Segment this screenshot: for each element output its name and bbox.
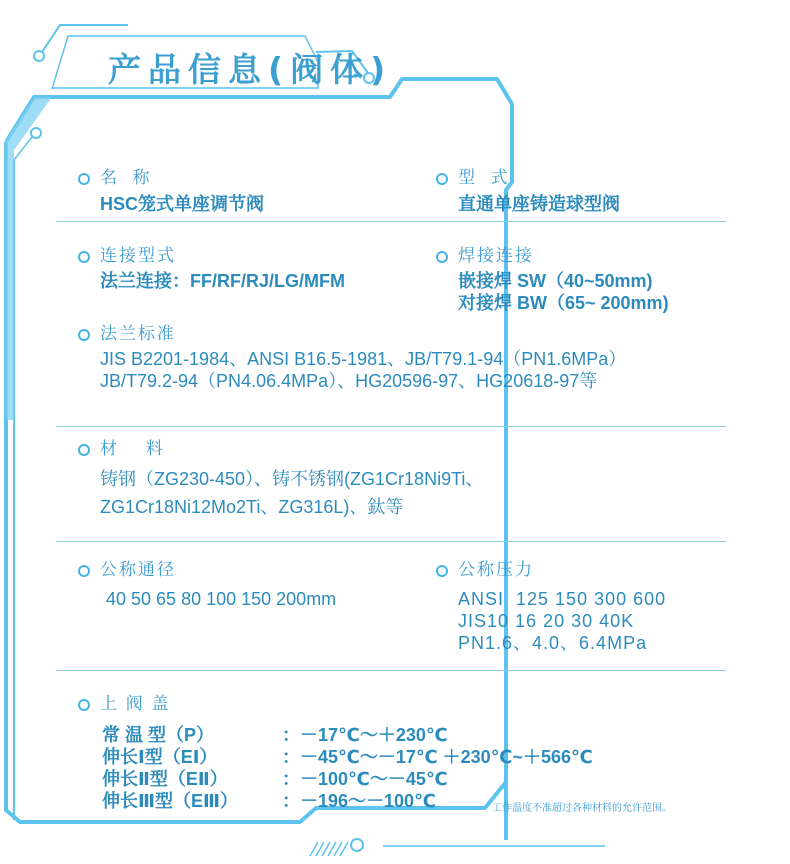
section-welding — [434, 244, 669, 314]
section-type — [434, 166, 620, 215]
temperature-note: 工作温度不准超过各种材料的允许范围。 — [492, 803, 672, 814]
bullet-icon — [78, 565, 90, 577]
bonnet-row — [102, 768, 593, 790]
nominal-diameter-label — [76, 558, 336, 582]
welding-label — [434, 244, 669, 268]
material-label-text: 材 料 — [100, 439, 165, 458]
bonnet-type: 伸长Ⅲ型（EⅢ） — [102, 791, 239, 811]
nominal-pressure-label — [434, 558, 666, 582]
welding-bw: 对接焊 BW（65~ 200mm) — [458, 293, 669, 313]
divider — [56, 426, 726, 427]
bonnet-type: 伸长Ⅱ型（EⅡ） — [102, 769, 228, 789]
divider — [56, 541, 726, 542]
section-nominal-diameter — [76, 558, 336, 610]
material-label — [76, 437, 483, 461]
bullet-icon — [78, 444, 90, 456]
connection-label-text: 连接型式 — [100, 246, 176, 265]
bullet-icon — [436, 251, 448, 263]
bonnet-range: ：－17℃～＋230℃ — [282, 725, 448, 745]
section-name — [76, 166, 264, 215]
flange-standard-line-1: JIS B2201-1984、ANSI B16.5-1981、JB/T79.1-94（PN1.6MPa） — [100, 349, 627, 369]
bullet-icon — [78, 329, 90, 341]
section-material — [76, 437, 483, 521]
nominal-diameter-label-text: 公称通径 — [100, 560, 176, 579]
material-line-2: ZG1Cr18Ni12Mo2Ti、ZG316L)、鈦等 — [100, 497, 404, 517]
section-connection — [76, 244, 345, 292]
section-nominal-pressure — [434, 558, 666, 654]
bonnet-label — [76, 692, 593, 716]
welding-sw: 嵌接焊 SW（40~50mm) — [458, 271, 653, 291]
material-line-1: 铸钢（ZG230-450）、铸不锈钢(ZG1Cr18Ni9Ti、 — [100, 469, 484, 489]
name-value: HSC笼式单座调节阀 — [100, 194, 265, 214]
nominal-pressure-ansi: ANSI 125 150 300 600 — [458, 589, 667, 609]
bullet-icon — [78, 251, 90, 263]
connection-label — [76, 244, 345, 268]
flange-standard-label — [76, 322, 626, 346]
bullet-icon — [436, 173, 448, 185]
welding-label-text: 焊接连接 — [458, 246, 534, 265]
bonnet-row — [102, 724, 593, 746]
nominal-pressure-jis: JIS10 16 20 30 40K — [458, 611, 635, 631]
bonnet-range: ：－100℃～－45℃ — [282, 769, 448, 789]
bonnet-range: ：－196～－100℃ — [282, 791, 436, 811]
page-title: 产品信息(阀体) — [108, 50, 393, 89]
nominal-pressure-pn: PN1.6、4.0、6.4MPa — [458, 633, 648, 653]
section-bonnet — [76, 692, 593, 812]
type-value: 直通单座铸造球型阀 — [458, 194, 620, 214]
nominal-pressure-label-text: 公称压力 — [458, 560, 534, 579]
bullet-icon — [78, 173, 90, 185]
bullet-icon — [436, 565, 448, 577]
bonnet-range: ：－45℃～－17℃ ＋230℃~＋566℃ — [282, 747, 593, 767]
flange-standard-label-text: 法兰标准 — [100, 324, 176, 343]
name-label — [76, 166, 264, 190]
type-label — [434, 166, 620, 190]
section-flange-standard — [76, 322, 626, 392]
bonnet-row — [102, 746, 593, 768]
name-label-text: 名 称 — [100, 168, 152, 187]
bonnet-type: 常 温 型（P） — [102, 725, 215, 745]
bonnet-type: 伸长Ⅰ型（EⅠ） — [102, 747, 218, 767]
nominal-diameter-value: 40 50 65 80 100 150 200mm — [106, 589, 337, 609]
flange-standard-line-2: JB/T79.2-94（PN4.06.4MPa）、HG20596-97、HG20618-97等 — [100, 371, 598, 391]
connection-value: 法兰连接：FF/RF/RJ/LG/MFM — [100, 271, 345, 291]
bonnet-label-text: 上 阀 盖 — [100, 694, 171, 713]
bullet-icon — [78, 699, 90, 711]
type-label-text: 型 式 — [458, 168, 510, 187]
divider — [56, 221, 726, 222]
divider — [56, 670, 726, 671]
